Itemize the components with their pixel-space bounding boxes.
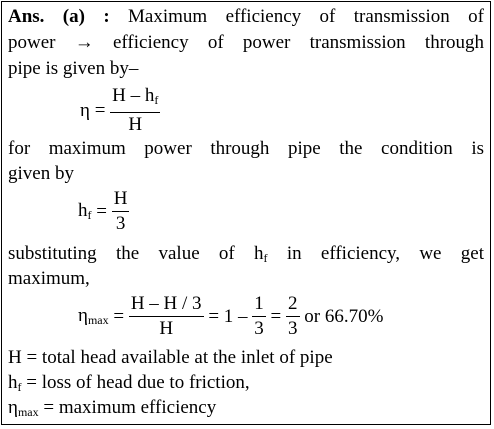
one-minus: = 1 – [208, 305, 248, 327]
equals-sign: = [270, 305, 282, 327]
subst-text-b: in efficiency, we get [286, 243, 484, 264]
equals-sign: = [113, 305, 125, 327]
arrow-icon: → [74, 32, 94, 53]
head-loss-fraction [112, 187, 130, 236]
efficiency-fraction [110, 84, 160, 137]
equals-sign: = [96, 200, 107, 222]
intro-line-1 [8, 5, 484, 29]
definition-H: H = total head available at the inlet of pipe [8, 347, 333, 368]
fraction-numerator: 1 [252, 292, 266, 317]
subst-text-a: substituting the value of h [8, 243, 264, 264]
intro-line-2 [8, 31, 484, 55]
fraction-denominator: 3 [288, 318, 298, 339]
intro-text-2a: power [8, 32, 56, 53]
efficiency-equation [80, 84, 160, 137]
head-loss-equation [78, 187, 129, 236]
fraction-numerator: 2 [286, 292, 300, 317]
eta-symbol: η [80, 99, 90, 121]
condition-line-1: for maximum power through pipe the condition is [8, 138, 484, 159]
equals-sign: = [94, 99, 106, 121]
fraction-numerator: H – H / 3 [129, 292, 204, 317]
hf-symbol: $h_f$ [78, 200, 92, 222]
answer-label: Ans. (a) : [8, 6, 110, 27]
condition-line-2: given by [8, 163, 74, 184]
fraction-numerator: H [112, 187, 130, 212]
definition-hf: $h_f$ = loss of head due to friction, [8, 372, 250, 394]
fraction-denominator: 3 [115, 213, 126, 234]
max-efficiency-equation [78, 292, 383, 341]
fraction-1 [129, 292, 204, 341]
fraction-2 [252, 292, 266, 341]
intro-line-3: pipe is given by– [8, 58, 139, 79]
fraction-denominator: 3 [254, 318, 264, 339]
fraction-denominator: H [159, 318, 174, 339]
definition-eta-max: $\eta_{max}$ = maximum efficiency [8, 397, 217, 419]
intro-text-1: Maximum efficiency of transmission of [128, 6, 484, 27]
fraction-3 [286, 292, 300, 341]
intro-text-2b: efficiency of power transmission through [112, 32, 485, 53]
substitution-line-2: maximum, [8, 268, 90, 289]
eta-max-symbol: $\eta_{max}$ [78, 305, 109, 327]
subst-sub: f [263, 251, 268, 265]
percent-result: or 66.70% [304, 305, 384, 327]
fraction-denominator: H [128, 114, 143, 135]
substitution-line-1 [8, 242, 484, 270]
fraction-numerator: H – $h_f$ [110, 84, 160, 113]
